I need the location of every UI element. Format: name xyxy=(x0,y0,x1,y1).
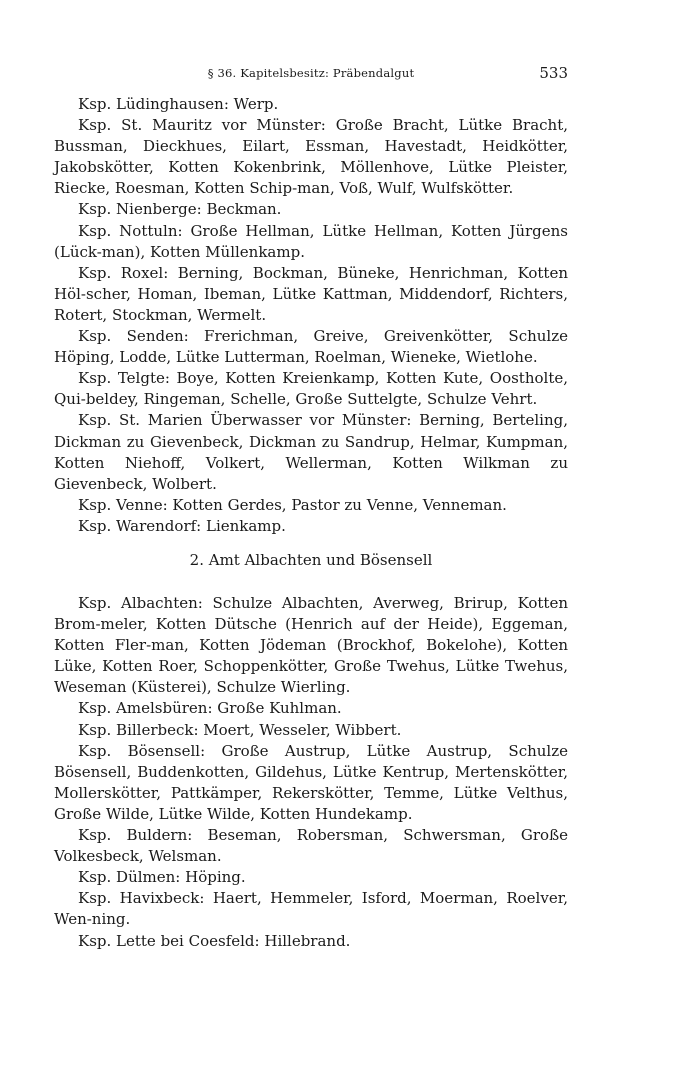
paragraph: Ksp. St. Mauritz vor Münster: Große Bracht, Lütke Bracht, Bussman, Dieckhues, Eilart, Essman, Havestadt, Heidkötter, Jakobskötter, Kotten Kokenbrink, Möllenhove, Lütke Pleister, Riecke, Roesman, Kotten Schip-man, Voß, Wulf, Wulfskötter. xyxy=(54,116,568,198)
section-1-body xyxy=(54,94,568,537)
paragraph: Ksp. Lette bei Coesfeld: Hillebrand. xyxy=(78,931,351,950)
paragraph: Ksp. Dülmen: Höping. xyxy=(78,868,246,887)
paragraph: Ksp. Nienberge: Beckman. xyxy=(78,200,282,219)
paragraph: Ksp. Roxel: Berning, Bockman, Büneke, Henrichman, Kotten Höl-scher, Homan, Ibeman, Lütke Kattman, Middendorf, Richters, Rotert, Stockman, Wermelt. xyxy=(54,263,568,324)
paragraph: Ksp. Bösensell: Große Austrup, Lütke Austrup, Schulze Bösensell, Buddenkotten, Gildehus, Lütke Kentrup, Mertenskötter, Mollerskötter, Pattkämper, Rekerskötter, Temme, Lütke Velthus, Große Wilde, Lütke Wilde, Kotten Hundekamp. xyxy=(54,741,568,823)
paragraph: Ksp. Nottuln: Große Hellman, Lütke Hellman, Kotten Jürgens (Lück-man), Kotten Müllenkamp. xyxy=(54,221,568,261)
paragraph: Ksp. Senden: Frerichman, Greive, Greivenkötter, Schulze Höping, Lodde, Lütke Lutterman, Roelman, Wieneke, Wietlohe. xyxy=(54,327,568,367)
section-heading: 2. Amt Albachten und Bösensell xyxy=(189,551,433,569)
paragraph: Ksp. Venne: Kotten Gerdes, Pastor zu Venne, Venneman. xyxy=(78,495,507,514)
paragraph: Ksp. Amelsbüren: Große Kuhlman. xyxy=(78,699,342,718)
paragraph: Ksp. Telgte: Boye, Kotten Kreienkamp, Kotten Kute, Oostholte, Qui-beldey, Ringeman, Schelle, Große Suttelgte, Schulze Vehrt. xyxy=(54,369,568,409)
section-2-body xyxy=(54,593,568,952)
paragraph: Ksp. Havixbeck: Haert, Hemmeler, Isford, Moerman, Roelver, Wen-ning. xyxy=(54,889,568,929)
paragraph: Ksp. Albachten: Schulze Albachten, Averweg, Brirup, Kotten Brom-meler, Kotten Dütsche (Henrich auf der Heide), Eggeman, Kotten Fler-man, Kotten Jödeman (Brockhof, Bokelohe), Kotten Lüke, Kotten Roer, Schoppenkötter, Große Twehus, Lütke Twehus, Weseman (Küsterei), Schulze Wierling. xyxy=(54,594,568,697)
page-number: 533 xyxy=(539,64,568,82)
paragraph: Ksp. St. Marien Überwasser vor Münster: Berning, Berteling, Dickman zu Gievenbeck, Dickman zu Sandrup, Helmar, Kumpman, Kotten Niehoff, Volkert, Wellerman, Kotten Wilkman zu Gievenbeck, Wolbert. xyxy=(54,411,568,493)
paragraph: Ksp. Buldern: Beseman, Robersman, Schwersman, Große Volkesbeck, Welsman. xyxy=(54,826,568,866)
running-title: § 36. Kapitelsbesitz: Präbendalgut xyxy=(207,66,415,80)
paragraph: Ksp. Billerbeck: Moert, Wesseler, Wibbert. xyxy=(78,720,402,739)
paragraph: Ksp. Lüdinghausen: Werp. xyxy=(78,95,279,113)
page-header xyxy=(54,64,568,84)
paragraph: Ksp. Warendorf: Lienkamp. xyxy=(78,516,286,535)
